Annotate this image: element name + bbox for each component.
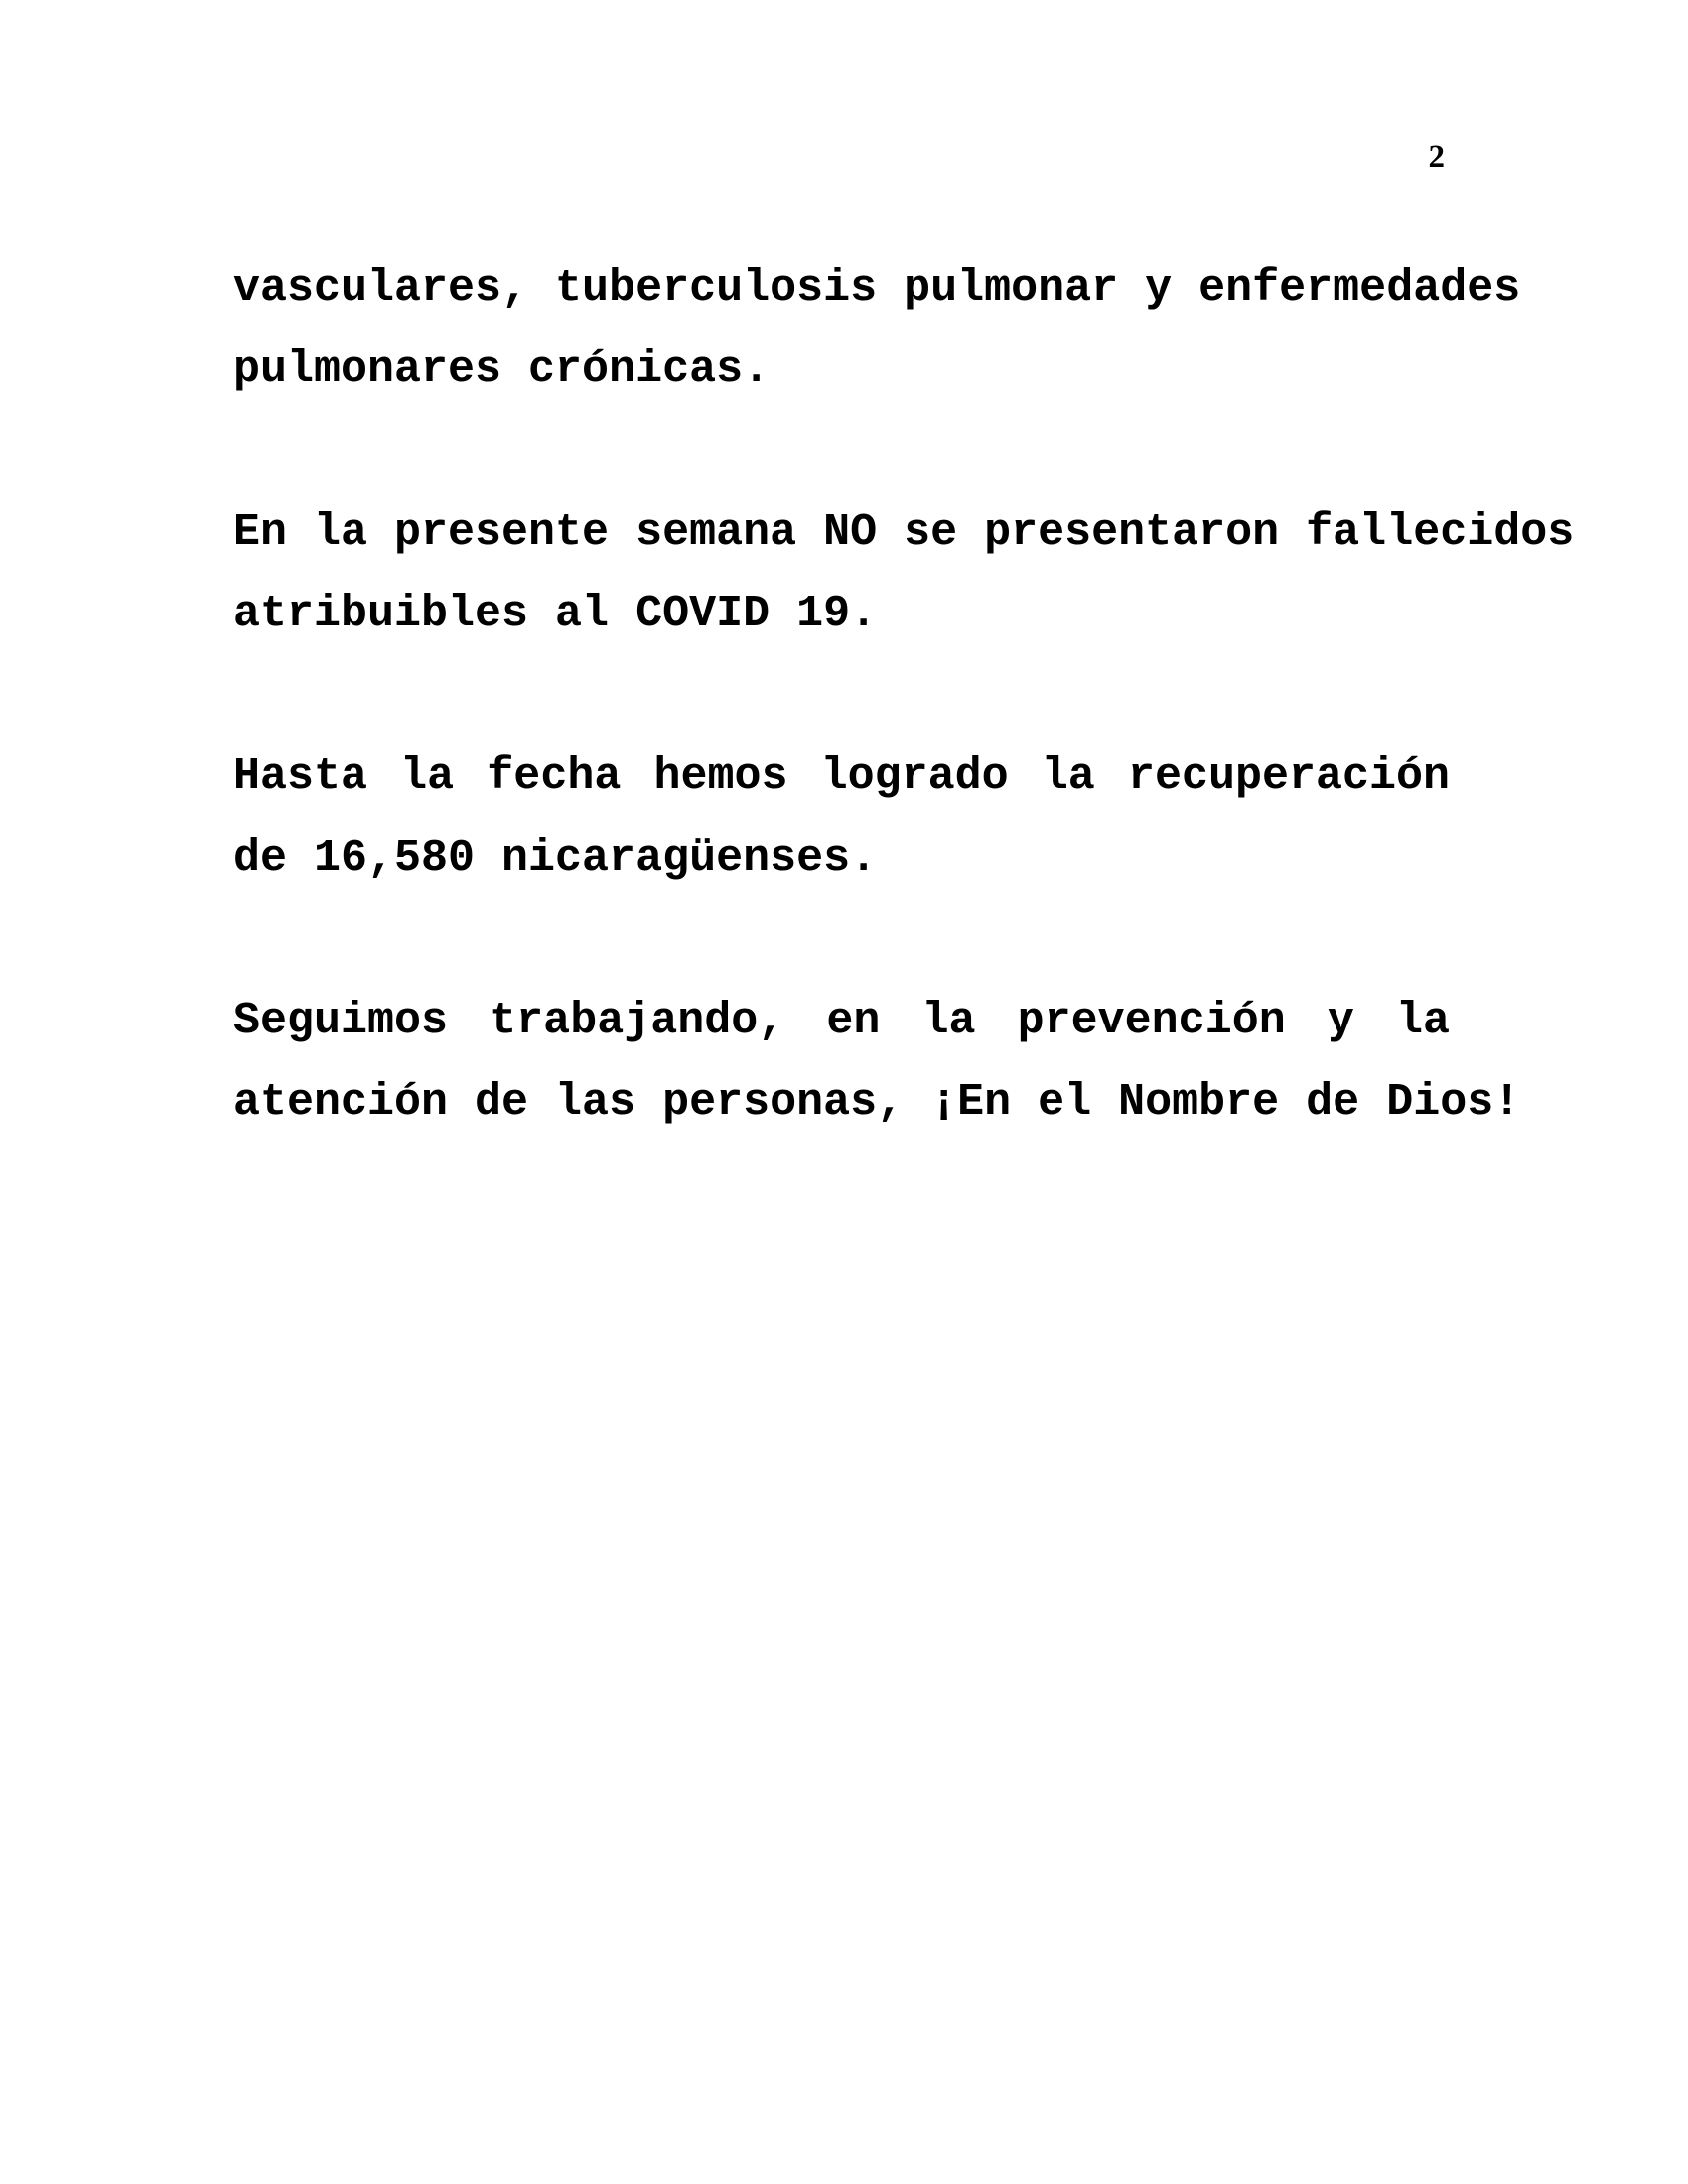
paragraph-recoveries <box>233 737 1450 899</box>
document-body <box>233 248 1575 1225</box>
paragraph-line: Hasta la fecha hemos logrado la recuperación <box>233 751 1450 802</box>
paragraph-line: vasculares, tuberculosis pulmonar y enfermedades <box>233 263 1521 314</box>
paragraph-line: atención de las personas, ¡En el Nombre de Dios! <box>233 1077 1521 1128</box>
paragraph-line: En la presente semana NO se presentaron fallecidos <box>233 507 1575 558</box>
paragraph-line: pulmonares crónicas. <box>233 344 771 395</box>
paragraph-line: atribuibles al COVID 19. <box>233 589 878 639</box>
paragraph-comorbidities <box>233 248 1521 411</box>
paragraph-closing <box>233 981 1521 1144</box>
page-number: 2 <box>1428 139 1445 175</box>
paragraph-line: Seguimos trabajando, en la prevención y la <box>233 996 1450 1046</box>
paragraph-deaths <box>233 492 1575 655</box>
paragraph-line: de 16,580 nicaragüenses. <box>233 833 878 884</box>
